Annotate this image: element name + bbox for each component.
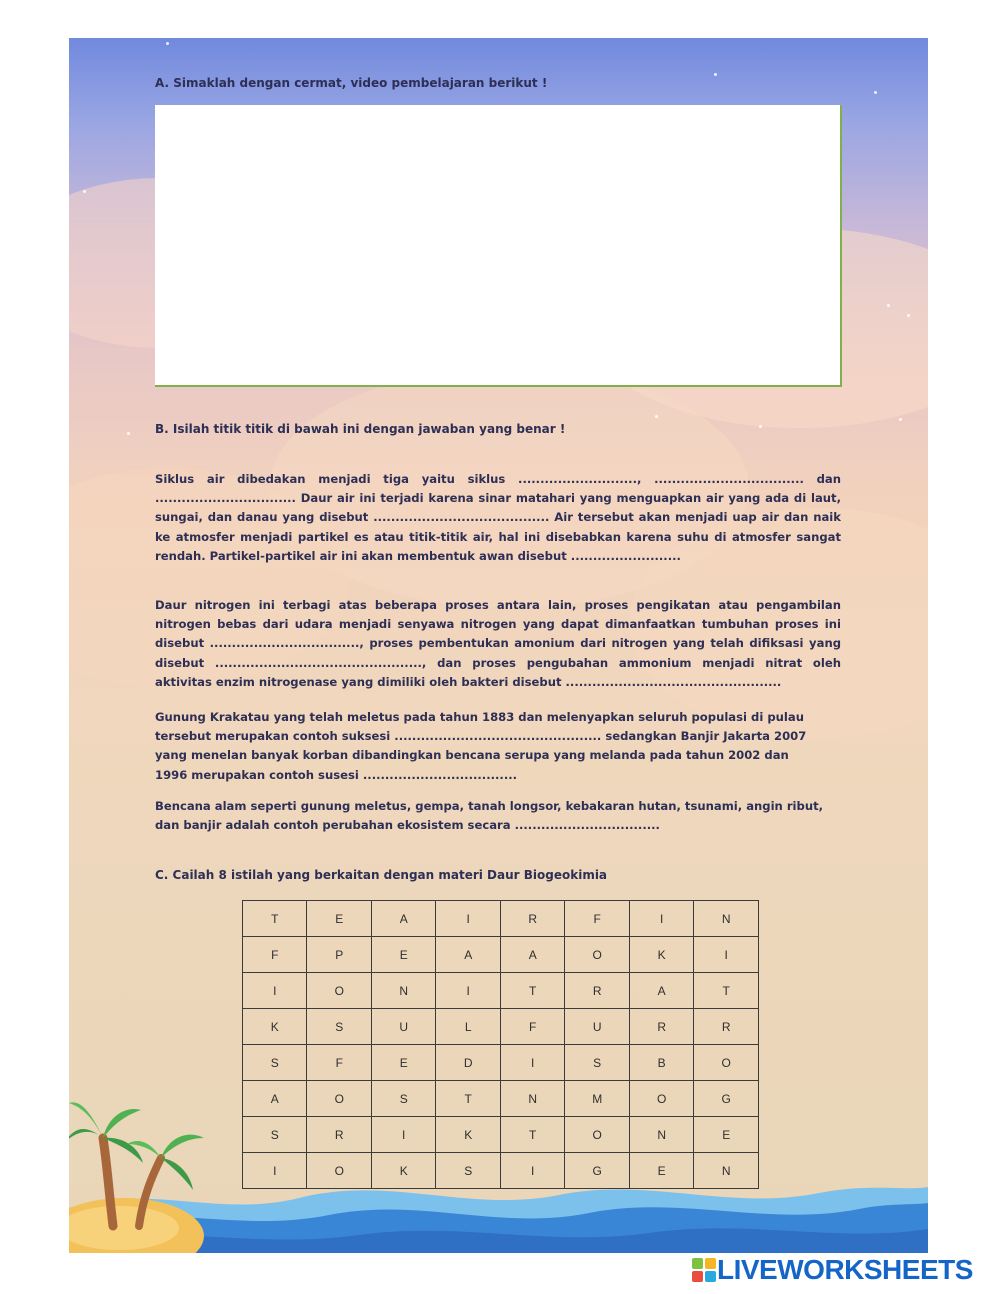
brand-logo <box>691 1254 973 1286</box>
grid-cell[interactable]: S <box>307 1009 372 1045</box>
grid-cell[interactable]: T <box>500 973 564 1009</box>
grid-row <box>243 1009 759 1045</box>
grid-cell[interactable]: N <box>500 1081 564 1117</box>
word-search-grid[interactable] <box>242 900 759 1189</box>
grid-cell[interactable]: S <box>243 1117 307 1153</box>
question-succession: Gunung Krakatau yang telah meletus pada tahun 1883 dan melenyapkan seluruh populasi di pulau tersebut merupakan contoh suksesi ............................................... sedangkan Banjir Jakarta 2007 yang menelan banyak korban dibandingkan bencana serupa yang melanda pada tahun 2002 dan 1996 merupakan contoh susesi ................................... <box>155 710 807 782</box>
grid-cell[interactable]: G <box>565 1153 630 1189</box>
star-dot <box>887 304 890 307</box>
grid-cell[interactable]: O <box>694 1045 759 1081</box>
grid-cell[interactable]: O <box>307 973 372 1009</box>
grid-cell[interactable]: T <box>436 1081 500 1117</box>
grid-cell[interactable]: K <box>371 1153 435 1189</box>
grid-cell[interactable]: U <box>565 1009 630 1045</box>
grid-cell[interactable]: N <box>371 973 435 1009</box>
question-ecosystem-change: Bencana alam seperti gunung meletus, gempa, tanah longsor, kebakaran hutan, tsunami, angin ribut, dan banjir adalah contoh perubahan ekosistem secara ................................. <box>155 799 824 833</box>
video-player[interactable] <box>155 105 842 387</box>
section-c-heading: C. Cailah 8 istilah yang berkaitan dengan materi Daur Biogeokimia <box>155 868 608 882</box>
grid-cell[interactable]: E <box>307 901 372 937</box>
grid-cell[interactable]: B <box>629 1045 694 1081</box>
section-a-heading: A. Simaklah dengan cermat, video pembelajaran berikut ! <box>155 76 548 90</box>
grid-cell[interactable]: R <box>694 1009 759 1045</box>
grid-cell[interactable]: I <box>436 973 500 1009</box>
brand-name: LIVEWORKSHEETS <box>717 1254 973 1285</box>
grid-cell[interactable]: N <box>694 1153 759 1189</box>
grid-cell[interactable]: K <box>436 1117 500 1153</box>
liveworksheets-logo-icon <box>691 1257 717 1283</box>
grid-cell[interactable]: L <box>436 1009 500 1045</box>
grid-row <box>243 1045 759 1081</box>
grid-cell[interactable]: S <box>243 1045 307 1081</box>
grid-row <box>243 973 759 1009</box>
grid-cell[interactable]: T <box>694 973 759 1009</box>
grid-cell[interactable]: O <box>307 1081 372 1117</box>
star-dot <box>166 42 169 45</box>
grid-cell[interactable]: N <box>694 901 759 937</box>
grid-cell[interactable]: R <box>500 901 564 937</box>
grid-cell[interactable]: R <box>307 1117 372 1153</box>
star-dot <box>127 432 130 435</box>
grid-cell[interactable]: O <box>565 1117 630 1153</box>
grid-cell[interactable]: I <box>371 1117 435 1153</box>
grid-cell[interactable]: F <box>307 1045 372 1081</box>
grid-cell[interactable]: S <box>565 1045 630 1081</box>
grid-cell[interactable]: O <box>565 937 630 973</box>
grid-cell[interactable]: A <box>436 937 500 973</box>
grid-cell[interactable]: R <box>565 973 630 1009</box>
grid-cell[interactable]: E <box>629 1153 694 1189</box>
question-nitrogen-cycle: Daur nitrogen ini terbagi atas beberapa proses antara lain, proses pengikatan atau pengambilan nitrogen bebas dari udara menjadi senyawa nitrogen yang dapat dimanfaatkan tumbuhan proses ini disebut .................................., proses pembentukan amonium dari nitrogen yang telah difiksasi yang disebut ..............................................., dan proses pengubahan ammonium menjadi nitrat oleh aktivitas enzim nitrogenase yang dimiliki oleh bakteri disebut ................................................. <box>155 598 841 689</box>
worksheet-page <box>69 38 928 1253</box>
star-dot <box>874 91 877 94</box>
grid-cell[interactable]: A <box>371 901 435 937</box>
grid-row <box>243 901 759 937</box>
star-dot <box>907 314 910 317</box>
star-dot <box>655 415 658 418</box>
grid-cell[interactable]: O <box>629 1081 694 1117</box>
grid-cell[interactable]: N <box>629 1117 694 1153</box>
section-b-heading: B. Isilah titik titik di bawah ini dengan jawaban yang benar ! <box>155 422 566 436</box>
grid-row <box>243 1081 759 1117</box>
question-water-cycle: Siklus air dibedakan menjadi tiga yaitu siklus ..........................., .................................. dan ................................ Daur air ini terjadi karena sinar matahari yang menguapkan air yang ada di laut, sungai, dan danau yang disebut ........................................ Air tersebut akan menjadi uap air dan naik ke atmosfer menjadi partikel es atau titik-titik air, hal ini disebabkan karena suhu di atmosfer sangat rendah. Partikel-partikel air ini akan membentuk awan disebut ......................... <box>155 472 841 563</box>
grid-cell[interactable]: S <box>371 1081 435 1117</box>
grid-cell[interactable]: F <box>500 1009 564 1045</box>
grid-cell[interactable]: T <box>500 1117 564 1153</box>
grid-cell[interactable]: O <box>307 1153 372 1189</box>
grid-cell[interactable]: F <box>565 901 630 937</box>
grid-cell[interactable]: I <box>694 937 759 973</box>
grid-cell[interactable]: R <box>629 1009 694 1045</box>
grid-cell[interactable]: U <box>371 1009 435 1045</box>
grid-cell[interactable]: P <box>307 937 372 973</box>
grid-cell[interactable]: S <box>436 1153 500 1189</box>
grid-cell[interactable]: M <box>565 1081 630 1117</box>
grid-row <box>243 937 759 973</box>
grid-cell[interactable]: I <box>500 1045 564 1081</box>
grid-row <box>243 1117 759 1153</box>
grid-cell[interactable]: K <box>629 937 694 973</box>
grid-cell[interactable]: D <box>436 1045 500 1081</box>
star-dot <box>759 425 762 428</box>
grid-cell[interactable]: A <box>629 973 694 1009</box>
grid-cell[interactable]: I <box>243 1153 307 1189</box>
grid-cell[interactable]: I <box>243 973 307 1009</box>
grid-cell[interactable]: E <box>694 1117 759 1153</box>
grid-cell[interactable]: I <box>436 901 500 937</box>
grid-cell[interactable]: I <box>500 1153 564 1189</box>
grid-cell[interactable]: I <box>629 901 694 937</box>
palm-island-illustration <box>69 1068 229 1253</box>
star-dot <box>83 190 86 193</box>
grid-cell[interactable]: A <box>243 1081 307 1117</box>
star-dot <box>714 73 717 76</box>
grid-cell[interactable]: F <box>243 937 307 973</box>
grid-cell[interactable]: E <box>371 937 435 973</box>
grid-cell[interactable]: T <box>243 901 307 937</box>
star-dot <box>899 418 902 421</box>
grid-cell[interactable]: E <box>371 1045 435 1081</box>
grid-cell[interactable]: K <box>243 1009 307 1045</box>
grid-cell[interactable]: G <box>694 1081 759 1117</box>
grid-cell[interactable]: A <box>500 937 564 973</box>
